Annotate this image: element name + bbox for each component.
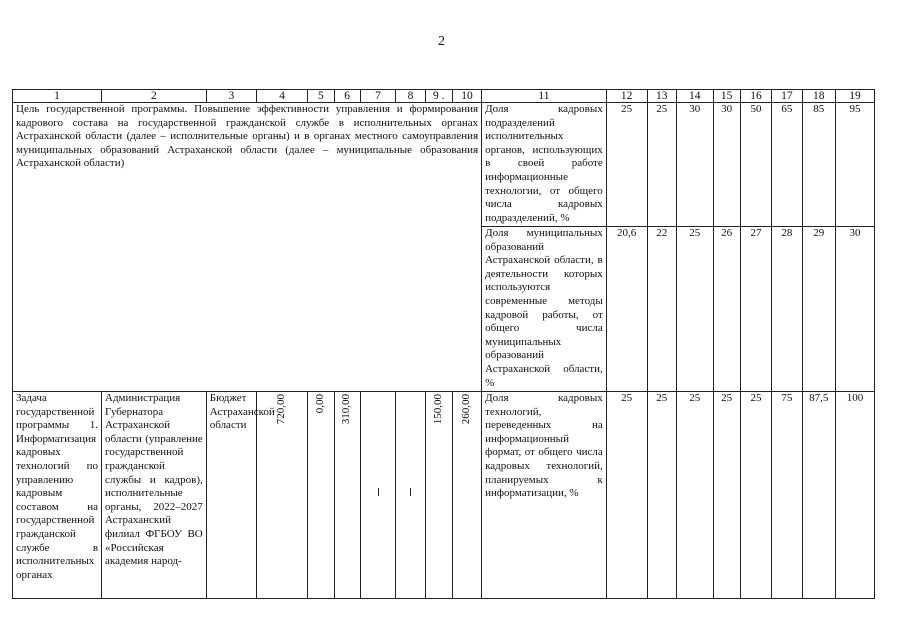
header-cell: 2 — [102, 90, 207, 103]
task-row — [13, 392, 875, 599]
header-cell: 14 — [676, 90, 713, 103]
indicator-value: 75 — [772, 392, 802, 599]
funding-source: Бюджет Астраханской области — [206, 392, 256, 599]
indicator-value: 25 — [713, 392, 740, 599]
indicator-value: 20,6 — [606, 227, 647, 392]
amount-value: 260,00 — [459, 394, 472, 425]
indicator-value: 30 — [713, 103, 740, 227]
header-cell: 7 — [360, 90, 396, 103]
indicator-value: 25 — [606, 103, 647, 227]
amount-cell — [452, 392, 481, 599]
header-cell: 15 — [713, 90, 740, 103]
header-cell: 4 — [257, 90, 308, 103]
indicator-value: 25 — [647, 392, 676, 599]
amount-cell — [425, 392, 452, 599]
header-cell: 6 — [334, 90, 360, 103]
indicator-value: 25 — [606, 392, 647, 599]
indicator-value: 95 — [836, 103, 875, 227]
dash-mark — [410, 488, 411, 496]
indicator-text: Доля кадровых подразделений исполнительных органов, использующих в своей работе информационные технологии, от общего числа кадровых подразделений, % — [482, 103, 607, 227]
program-goal: Цель государственной программы. Повышение эффективности управления и формирования кадрового состава на государственной гражданской службе в исполнительных органах Астраханской области (далее – исполнительные органы) и в органах местного самоуправления муниципальных образований Астраханской области (далее – муниципальные образования Астраханской области) — [13, 103, 482, 392]
amount-cell — [360, 392, 396, 599]
header-cell: 10 — [452, 90, 481, 103]
goal-row — [13, 103, 875, 227]
amount-value: 310,00 — [340, 394, 353, 425]
indicator-value: 87,5 — [802, 392, 836, 599]
indicator-value: 30 — [676, 103, 713, 227]
amount-value: 150,00 — [431, 394, 444, 425]
amount-value: 720,00 — [275, 394, 288, 425]
indicator-value: 27 — [740, 227, 771, 392]
indicator-value: 25 — [676, 227, 713, 392]
indicator-value: 25 — [676, 392, 713, 599]
indicator-value: 28 — [772, 227, 802, 392]
amount-cell — [334, 392, 360, 599]
indicator-value: 25 — [647, 103, 676, 227]
header-cell: 8 — [396, 90, 425, 103]
indicator-value: 65 — [772, 103, 802, 227]
indicator-value: 22 — [647, 227, 676, 392]
header-cell: 5 — [308, 90, 334, 103]
header-cell: 19 — [836, 90, 875, 103]
header-cell: 18 — [802, 90, 836, 103]
task-executor: Администрация Губернатора Астраханской области (управление государственной гражданской службы и кадров), исполнительные органы, 2022–2027 Астраханский филиал ФГБОУ ВО «Российская академия народ- — [102, 392, 207, 599]
indicator-value: 25 — [740, 392, 771, 599]
indicator-value: 85 — [802, 103, 836, 227]
header-cell: 11 — [482, 90, 607, 103]
indicator-value: 100 — [836, 392, 875, 599]
amount-value: 0,00 — [313, 394, 326, 414]
indicator-value: 26 — [713, 227, 740, 392]
program-table — [12, 89, 875, 599]
amount-cell — [396, 392, 425, 599]
indicator-value: 30 — [836, 227, 875, 392]
header-cell: 13 — [647, 90, 676, 103]
dash-mark — [378, 488, 379, 496]
amount-cell — [308, 392, 334, 599]
header-cell: 9 . — [425, 90, 452, 103]
indicator-text: Доля кадровых технологий, переведенных на информационный формат, от общего числа кадровых технологий, планируемых к информатизации, % — [482, 392, 607, 599]
amount-cell — [257, 392, 308, 599]
header-cell: 1 — [13, 90, 102, 103]
header-cell: 12 — [606, 90, 647, 103]
indicator-value: 50 — [740, 103, 771, 227]
indicator-text: Доля муниципальных образований Астраханской области, в деятельности которых используются современные методы кадровой работы, от общего числа муниципальных образований Астраханской области, % — [482, 227, 607, 392]
header-cell: 3 — [206, 90, 256, 103]
task-name: Задача государственной программы 1. Информатизация кадровых технологий по управлению кадровым составом на государственной гражданской службе в исполнительных органах — [13, 392, 102, 599]
column-number-row — [13, 90, 875, 103]
indicator-value: 29 — [802, 227, 836, 392]
header-cell: 17 — [772, 90, 802, 103]
page-number: 2 — [438, 34, 445, 49]
header-cell: 16 — [740, 90, 771, 103]
